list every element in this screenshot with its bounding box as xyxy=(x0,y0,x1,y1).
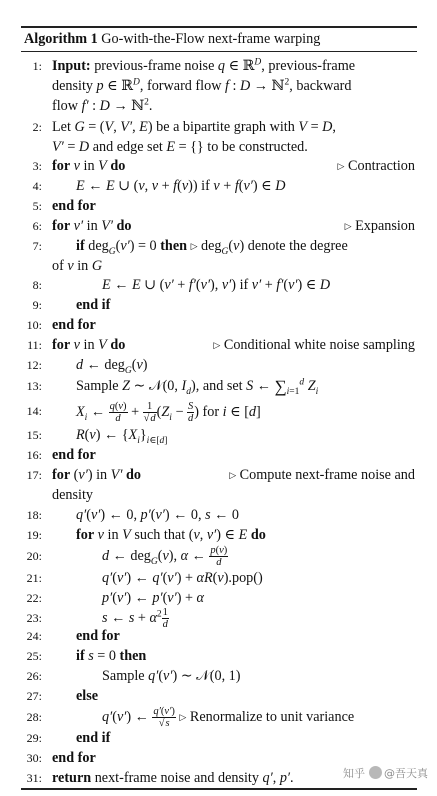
bottom-rule xyxy=(21,788,417,790)
line-number: 20: xyxy=(26,549,42,563)
line-text: previous-frame noise xyxy=(94,58,215,74)
comment-contraction: ▷ Contraction xyxy=(337,158,415,174)
comment-triangle-icon: ▷ xyxy=(337,161,345,171)
line-number: 12: xyxy=(26,358,42,372)
line-text: , previous-frame xyxy=(261,58,356,74)
line-number: 17: xyxy=(26,468,42,482)
comment-triangle-icon: ▷ xyxy=(344,221,352,231)
watermark-site: 知乎 xyxy=(343,767,365,780)
algorithm-label: Algorithm 1 xyxy=(24,31,98,47)
line-number: 29: xyxy=(26,731,42,745)
line-number: 15: xyxy=(26,428,42,442)
line-number: 27: xyxy=(26,689,42,703)
line-number: 5: xyxy=(32,199,42,213)
line-number: 7: xyxy=(32,239,42,253)
line-number: 24: xyxy=(26,629,42,643)
line-text: Let xyxy=(52,119,71,135)
line-text: density xyxy=(52,78,93,94)
line-number: 31: xyxy=(26,771,42,785)
line-number: 14: xyxy=(26,404,42,418)
kw-end-for: end for xyxy=(52,198,96,214)
line-number: 23: xyxy=(26,611,42,625)
line-text: and edge set xyxy=(92,139,163,155)
line-text: to be constructed. xyxy=(207,139,308,155)
line-number: 3: xyxy=(32,159,42,173)
comment-triangle-icon: ▷ xyxy=(179,712,187,722)
line-text: , forward flow xyxy=(139,78,222,94)
algorithm-name: Go-with-the-Flow next-frame warping xyxy=(101,31,321,47)
comment-triangle-icon: ▷ xyxy=(190,241,198,251)
line-number: 21: xyxy=(26,571,42,585)
comment-triangle-icon: ▷ xyxy=(229,470,237,480)
comment-expansion: ▷ Expansion xyxy=(344,218,415,234)
line-number: 8: xyxy=(32,278,42,292)
line-number: 2: xyxy=(32,120,42,134)
line-number: 1: xyxy=(32,59,42,73)
line-number: 16: xyxy=(26,448,42,462)
line-number: 11: xyxy=(27,338,42,352)
line-number: 22: xyxy=(26,591,42,605)
line-number: 4: xyxy=(32,179,42,193)
line-number: 10: xyxy=(26,318,42,332)
line-text: , backward xyxy=(289,78,352,94)
line-number: 18: xyxy=(26,508,42,522)
comment-compute: ▷ Compute next-frame noise and xyxy=(229,467,415,483)
watermark-author: @吾天真 xyxy=(384,767,428,780)
line-number: 13: xyxy=(26,379,42,393)
line-text: be a bipartite graph with xyxy=(156,119,295,135)
line-number: 30: xyxy=(26,751,42,765)
kw-for: for xyxy=(52,158,71,174)
line-number: 6: xyxy=(32,219,42,233)
comment-triangle-icon: ▷ xyxy=(213,340,221,350)
comment-sampling: ▷ Conditional white noise sampling xyxy=(213,337,415,353)
title-rule xyxy=(21,51,417,52)
author-avatar-icon xyxy=(369,766,382,779)
line-number: 28: xyxy=(26,710,42,724)
kw-do: do xyxy=(110,158,126,174)
algorithm-title xyxy=(24,28,320,50)
line-number: 9: xyxy=(32,298,42,312)
line-text: flow xyxy=(52,98,79,114)
watermark xyxy=(343,764,428,784)
kw-input: Input: xyxy=(52,58,91,74)
line-number: 25: xyxy=(26,649,42,663)
line-number: 19: xyxy=(26,528,42,542)
line-number: 26: xyxy=(26,669,42,683)
